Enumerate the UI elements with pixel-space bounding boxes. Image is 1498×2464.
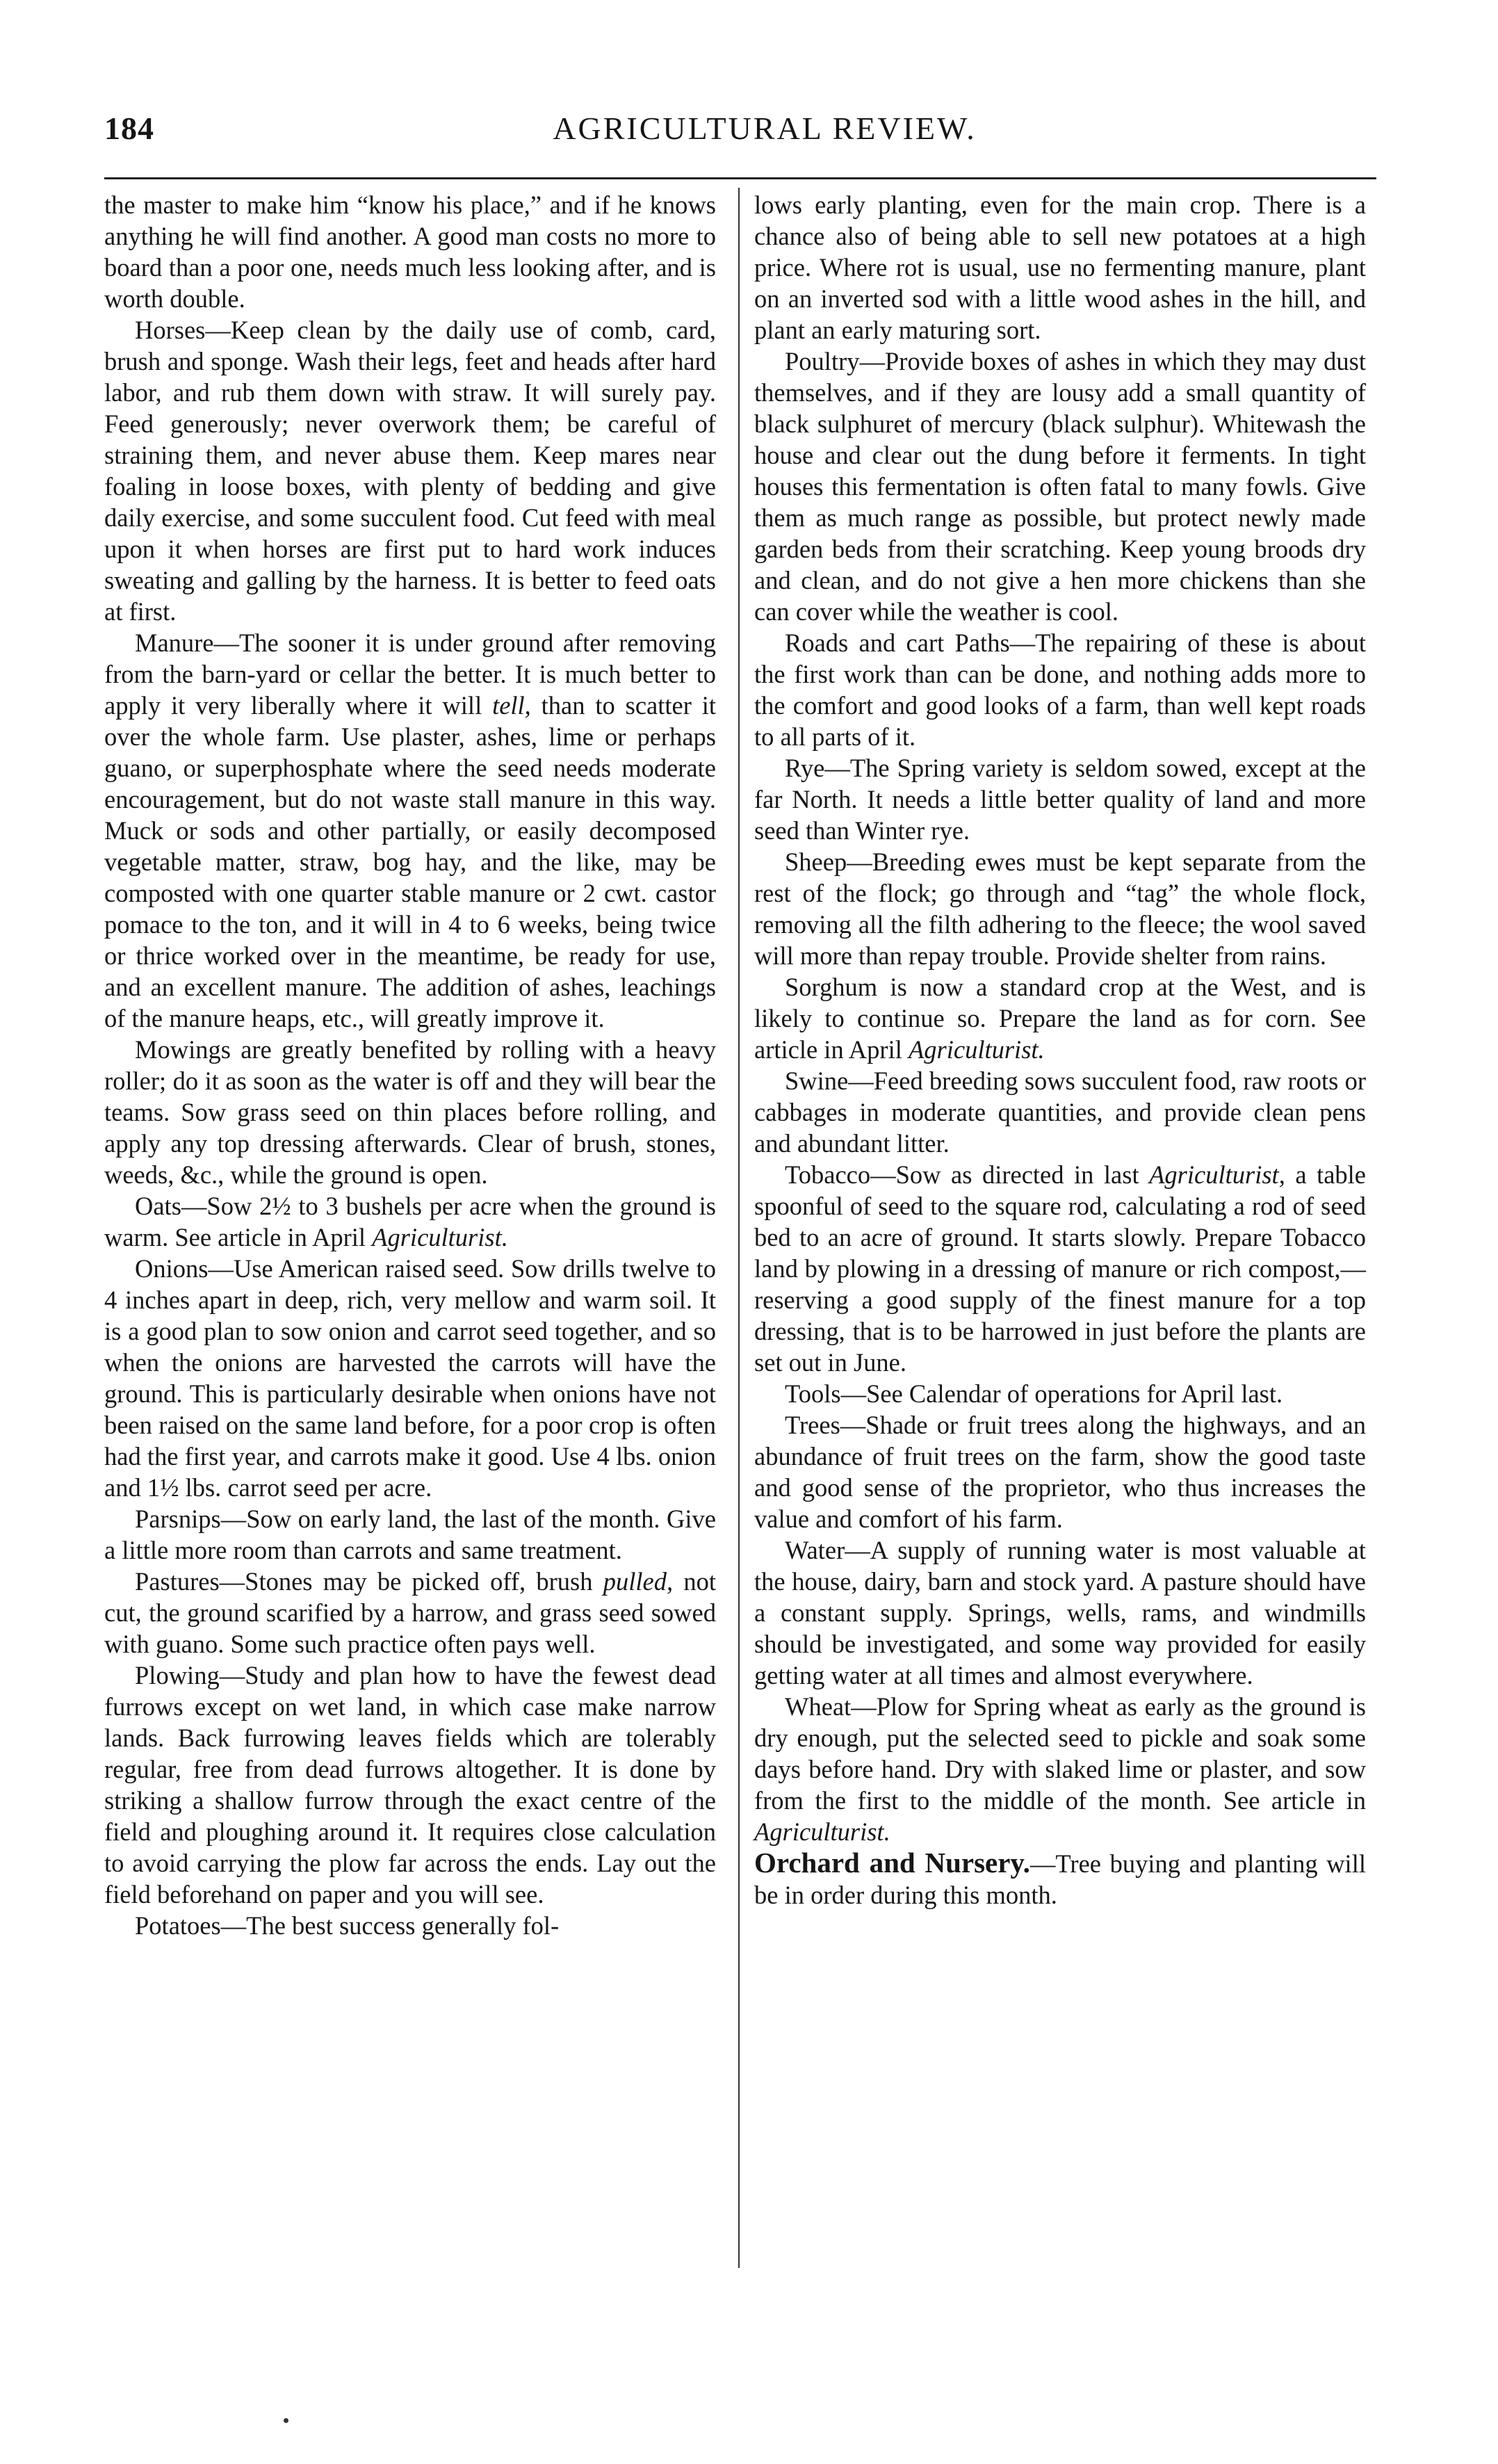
paragraph-tobacco bbox=[754, 1159, 1366, 1378]
journal-title-italic: Agriculturist, bbox=[1149, 1160, 1285, 1189]
left-column bbox=[104, 189, 716, 1941]
paragraph-roads: Roads and cart Paths—The repairing of these is about the first work than can be done, and nothing adds more to the comfort and good looks of a farm, than well kept roads to all parts of it. bbox=[754, 629, 1366, 751]
paragraph-text: a table spoonful of seed to the square rod, calculating a rod of seed bed to an acre of ground. It starts slowly. Prepare Tobacco land by plowing in a dressing of manure or rich compost,—reserving a good supply of the finest manure for a top dressing, that is to be harrowed in just before the plants are set out in June. bbox=[754, 1160, 1366, 1377]
paragraph-text: Wheat—Plow for Spring wheat as early as the ground is dry enough, put the selected seed to pickle and soak some days before hand. Dry with slaked lime or plaster, and sow from the first to the middle of the month. See article in bbox=[754, 1692, 1366, 1815]
paragraph-wheat bbox=[754, 1691, 1366, 1847]
section-heading: Orchard and Nursery. bbox=[754, 1847, 1030, 1879]
paragraph-water: Water—A supply of running water is most valuable at the house, dairy, barn and stock yard. A pasture should have a constant supply. Springs, wells, rams, and windmills should be investigated, and some way provided for easily getting water at all times and almost everywhere. bbox=[754, 1536, 1366, 1689]
paragraph-mowings: Mowings are greatly benefited by rolling with a heavy roller; do it as soon as the water is off and they will bear the teams. Sow grass seed on thin places before rolling, and apply any top dressing afterwards. Clear of brush, stones, weeds, &c., while the ground is open. bbox=[104, 1035, 716, 1189]
paragraph-manure bbox=[104, 627, 716, 1034]
journal-title-italic: Agriculturist. bbox=[908, 1035, 1045, 1064]
paragraph-trees: Trees—Shade or fruit trees along the highways, and an abundance of fruit trees on the farm, show the good taste and good sense of the proprietor, who thus increases the value and comfort of his farm. bbox=[754, 1411, 1366, 1533]
paragraph-text: Manure—The sooner it is under ground after removing from the barn-yard or cellar the better. It is much better to apply it very liberally where it will bbox=[104, 629, 716, 720]
paragraph-onions: Onions—Use American raised seed. Sow drills twelve to 4 inches apart in deep, rich, very mellow and warm soil. It is a good plan to sow onion and carrot seed together, and so when the onions are harvested the carrots will have the ground. This is particularly desirable when onions have not been raised on the same land before, for a poor crop is often had the first year, and carrots make it good. Use 4 lbs. onion and 1½ lbs. carrot seed per acre. bbox=[104, 1254, 716, 1502]
section-text: —Tree buying and planting will be in order during this month. bbox=[754, 1849, 1366, 1909]
paragraph-plowing: Plowing—Study and plan how to have the fewest dead furrows except on wet land, in which case make narrow lands. Back furrowing leaves fields which are tolerably regular, free from dead furrows altogether. It is done by striking a shallow furrow through the exact centre of the field and ploughing around it. It requires close calculation to avoid carrying the plow far across the ends. Lay out the field beforehand on paper and you will see. bbox=[104, 1661, 716, 1908]
running-title: AGRICULTURAL REVIEW. bbox=[553, 111, 977, 146]
paragraph-oats bbox=[104, 1190, 716, 1253]
paragraph-sorghum bbox=[754, 971, 1366, 1065]
paragraph-pastures bbox=[104, 1566, 716, 1660]
paragraph-sheep: Sheep—Breeding ewes must be kept separate from the rest of the flock; go through and “tag” the whole flock, removing all the filth adhering to the fleece; the wool saved will more than repay trouble. Provide shelter from rains. bbox=[754, 848, 1366, 970]
paragraph-text: Oats—Sow 2½ to 3 bushels per acre when the ground is warm. See article in April bbox=[104, 1192, 716, 1251]
paragraph-text: than to scatter it over the whole farm. Use plaster, ashes, lime or perhaps guano, or superphosphate where the seed needs moderate encouragement, but do not waste stall manure in this way. Muck or sods and other partially, or easily decomposed vegetable matter, straw, bog hay, and the like, may be composted with one quarter stable manure or 2 cwt. castor pomace to the ton, and it will in 4 to 6 weeks, being twice or thrice worked over in the meantime, be ready for use, and an excellent manure. The addition of ashes, leachings of the manure heaps, etc., will greatly improve it. bbox=[104, 691, 716, 1032]
paragraph-text: Pastures—Stones may be picked off, brush bbox=[135, 1567, 603, 1596]
paragraph-text: Tobacco—Sow as directed in last bbox=[785, 1160, 1150, 1189]
section-orchard-nursery bbox=[754, 1847, 1366, 1911]
paragraph-poultry: Poultry—Provide boxes of ashes in which they may dust themselves, and if they are lousy add a small quantity of black sulphuret of mercury (black sulphur). Whitewash the house and clear out the dung before it ferments. In tight houses this fermentation is often fatal to many fowls. Give them as much range as possible, but protect newly made garden beds from their scratching. Keep young broods dry and clean, and do not give a hen more chickens than she can cover while the weather is cool. bbox=[754, 347, 1366, 626]
ink-speck bbox=[284, 2418, 288, 2423]
paragraph-swine: Swine—Feed breeding sows succulent food, raw roots or cabbages in moderate quantities, and provide clean pens and abundant litter. bbox=[754, 1067, 1366, 1158]
italic-emphasis: pulled, bbox=[603, 1567, 674, 1596]
paragraph-text: Sorghum is now a standard crop at the West, and is likely to continue so. Prepare the land as for corn. See article in April bbox=[754, 973, 1366, 1064]
paragraph-text: not cut, the ground scarified by a harrow, and grass seed sowed with guano. Some such practice often pays well. bbox=[104, 1567, 716, 1658]
italic-emphasis: tell, bbox=[492, 691, 531, 720]
journal-title-italic: Agriculturist. bbox=[372, 1223, 508, 1251]
right-column bbox=[754, 189, 1366, 1911]
page-number: 184 bbox=[104, 111, 154, 146]
paragraph-potatoes: Potatoes—The best success generally fol- bbox=[135, 1911, 560, 1940]
column-divider bbox=[738, 188, 740, 2268]
journal-title-italic: Agriculturist. bbox=[754, 1817, 890, 1846]
paragraph-potatoes-continued: lows early planting, even for the main crop. There is a chance also of being able to sell new potatoes at a high price. Where rot is usual, use no fermenting manure, plant on an inverted sod with a little wood ashes in the hill, and plant an early maturing sort. bbox=[754, 191, 1366, 344]
header-rule bbox=[104, 177, 1376, 179]
paragraph-rye: Rye—The Spring variety is seldom sowed, except at the far North. It needs a little better quality of land and more seed than Winter rye. bbox=[754, 754, 1366, 845]
paragraph-tools: Tools—See Calendar of operations for April last. bbox=[785, 1379, 1283, 1408]
paragraph-labor-continued: the master to make him “know his place,” and if he knows anything he will find another. A good man costs no more to board than a poor one, needs much less looking after, and is worth double. bbox=[104, 191, 716, 313]
paragraph-parsnips: Parsnips—Sow on early land, the last of the month. Give a little more room than carrots and same treatment. bbox=[104, 1505, 716, 1564]
paragraph-horses: Horses—Keep clean by the daily use of comb, card, brush and sponge. Wash their legs, feet and heads after hard labor, and rub them down with straw. It will surely pay. Feed generously; never overwork them; be careful of straining them, and never abuse them. Keep mares near foaling in loose boxes, with plenty of bedding and give daily exercise, and some succulent food. Cut feed with meal upon it when horses are first put to hard work induces sweating and galling by the harness. It is better to feed oats at first. bbox=[104, 316, 716, 626]
